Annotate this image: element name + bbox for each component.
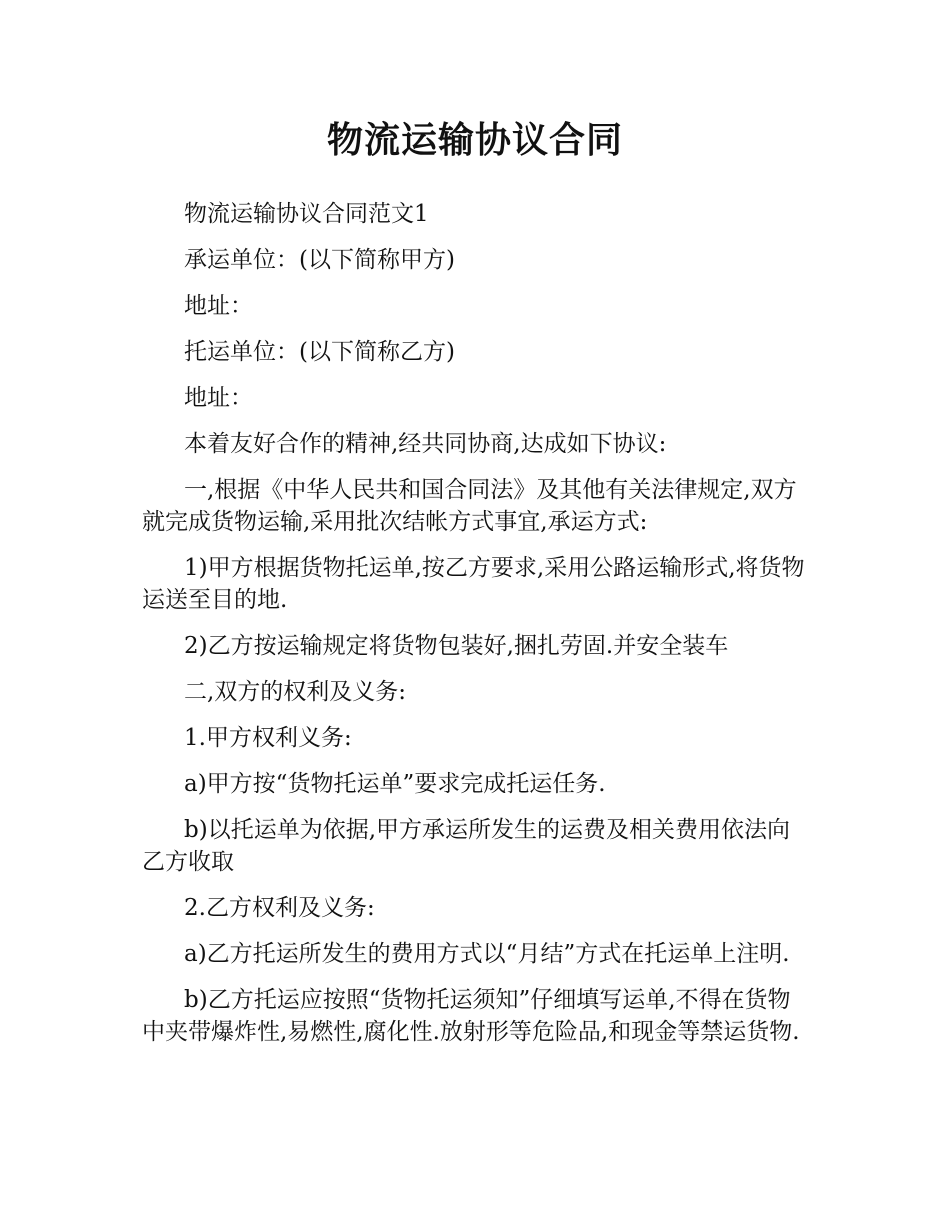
paragraph: a)甲方按“货物托运单”要求完成托运任务. xyxy=(184,771,606,797)
document-body xyxy=(142,198,812,1062)
paragraph: 本着友好合作的精神,经共同协商,达成如下协议: xyxy=(184,431,667,457)
paragraph: 托运单位：(以下简称乙方) xyxy=(184,339,455,365)
paragraph: 2.乙方权利及义务: xyxy=(184,895,375,921)
document-title: 物流运输协议合同 xyxy=(326,120,623,161)
paragraph: a)乙方托运所发生的费用方式以“月结”方式在托运单上注明. xyxy=(184,941,790,967)
paragraph: 2)乙方按运输规定将货物包装好,捆扎劳固.并安全装车 xyxy=(184,633,729,659)
paragraph: 一,根据《中华人民共和国合同法》及其他有关法律规定,双方就完成货物运输,采用批次结帐方式事宜,承运方式: xyxy=(142,477,797,535)
paragraph: 地址： xyxy=(184,385,253,411)
paragraph: 1.甲方权利义务: xyxy=(184,725,352,751)
paragraph: 物流运输协议合同范文1 xyxy=(184,201,429,227)
paragraph: 二,双方的权利及义务: xyxy=(184,679,407,705)
paragraph: b)乙方托运应按照“货物托运须知”仔细填写运单,不得在货物中夹带爆炸性,易燃性,腐化性.放射形等危险品,和现金等禁运货物. xyxy=(142,987,800,1045)
paragraph: 1)甲方根据货物托运单,按乙方要求,采用公路运输形式,将货物运送至目的地. xyxy=(142,555,805,613)
paragraph: 地址： xyxy=(184,293,253,319)
paragraph: 承运单位：(以下简称甲方) xyxy=(184,247,455,273)
paragraph: b)以托运单为依据,甲方承运所发生的运费及相关费用依法向乙方收取 xyxy=(142,817,791,875)
